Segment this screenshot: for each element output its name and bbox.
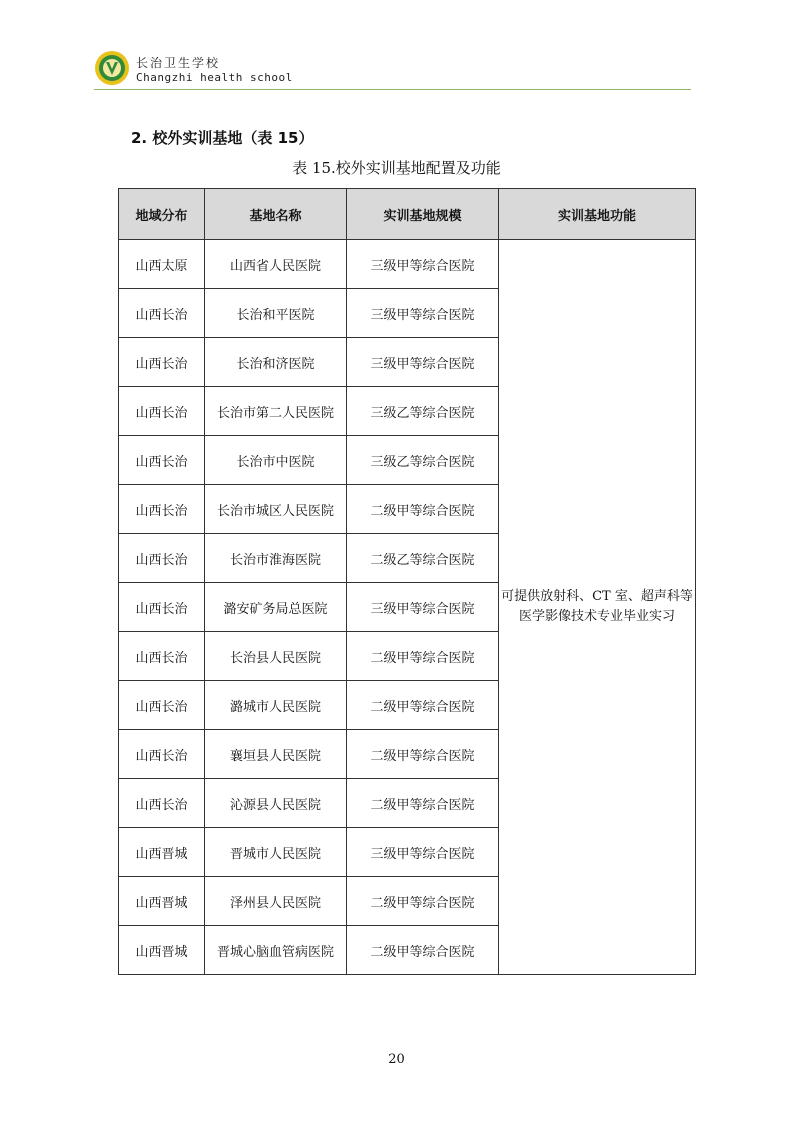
cell-base-name: 潞城市人民医院 [205, 681, 347, 730]
cell-region: 山西长治 [119, 730, 205, 779]
cell-base-name: 山西省人民医院 [205, 240, 347, 289]
cell-region: 山西晋城 [119, 926, 205, 975]
cell-region: 山西长治 [119, 338, 205, 387]
table-header-row [119, 189, 696, 240]
school-name-cn: 长治卫生学校 [136, 56, 221, 70]
cell-scale: 二级甲等综合医院 [347, 926, 499, 975]
cell-scale: 三级甲等综合医院 [347, 338, 499, 387]
cell-base-name: 长治县人民医院 [205, 632, 347, 681]
cell-region: 山西长治 [119, 387, 205, 436]
cell-scale: 三级乙等综合医院 [347, 387, 499, 436]
cell-scale: 二级甲等综合医院 [347, 779, 499, 828]
cell-base-name: 泽州县人民医院 [205, 877, 347, 926]
cell-region: 山西长治 [119, 534, 205, 583]
cell-base-name: 晋城市人民医院 [205, 828, 347, 877]
cell-region: 山西长治 [119, 436, 205, 485]
header-scale: 实训基地规模 [347, 189, 499, 240]
header-region: 地域分布 [119, 189, 205, 240]
header-divider [94, 89, 691, 90]
cell-region: 山西太原 [119, 240, 205, 289]
school-logo-icon [94, 50, 130, 86]
cell-base-name: 长治和济医院 [205, 338, 347, 387]
cell-base-name: 晋城心脑血管病医院 [205, 926, 347, 975]
cell-region: 山西长治 [119, 632, 205, 681]
cell-scale: 二级甲等综合医院 [347, 877, 499, 926]
table-row [119, 240, 696, 289]
cell-scale: 三级甲等综合医院 [347, 583, 499, 632]
header-function: 实训基地功能 [499, 189, 696, 240]
cell-scale: 三级甲等综合医院 [347, 828, 499, 877]
table-body [119, 240, 696, 975]
cell-scale: 二级甲等综合医院 [347, 681, 499, 730]
cell-region: 山西晋城 [119, 877, 205, 926]
page-number: 20 [388, 1052, 405, 1067]
section-title: 2. 校外实训基地（表 15） [131, 129, 314, 147]
page-header [94, 48, 694, 92]
table-caption: 表 15.校外实训基地配置及功能 [292, 159, 501, 177]
cell-scale: 二级乙等综合医院 [347, 534, 499, 583]
cell-base-name: 长治市城区人民医院 [205, 485, 347, 534]
cell-region: 山西长治 [119, 583, 205, 632]
cell-scale: 二级甲等综合医院 [347, 730, 499, 779]
cell-base-name: 长治市淮海医院 [205, 534, 347, 583]
school-name-en: Changzhi health school [136, 71, 293, 84]
cell-base-name: 长治市中医院 [205, 436, 347, 485]
cell-scale: 三级甲等综合医院 [347, 289, 499, 338]
cell-scale: 三级乙等综合医院 [347, 436, 499, 485]
cell-region: 山西长治 [119, 681, 205, 730]
cell-region: 山西长治 [119, 779, 205, 828]
cell-scale: 二级甲等综合医院 [347, 485, 499, 534]
header-base-name: 基地名称 [205, 189, 347, 240]
cell-function: 可提供放射科、CT 室、超声科等医学影像技术专业毕业实习 [499, 240, 696, 975]
cell-region: 山西长治 [119, 289, 205, 338]
cell-region: 山西长治 [119, 485, 205, 534]
training-base-table [118, 188, 696, 975]
cell-base-name: 沁源县人民医院 [205, 779, 347, 828]
cell-base-name: 潞安矿务局总医院 [205, 583, 347, 632]
cell-scale: 二级甲等综合医院 [347, 632, 499, 681]
cell-base-name: 长治和平医院 [205, 289, 347, 338]
cell-base-name: 长治市第二人民医院 [205, 387, 347, 436]
cell-base-name: 襄垣县人民医院 [205, 730, 347, 779]
cell-scale: 三级甲等综合医院 [347, 240, 499, 289]
cell-region: 山西晋城 [119, 828, 205, 877]
